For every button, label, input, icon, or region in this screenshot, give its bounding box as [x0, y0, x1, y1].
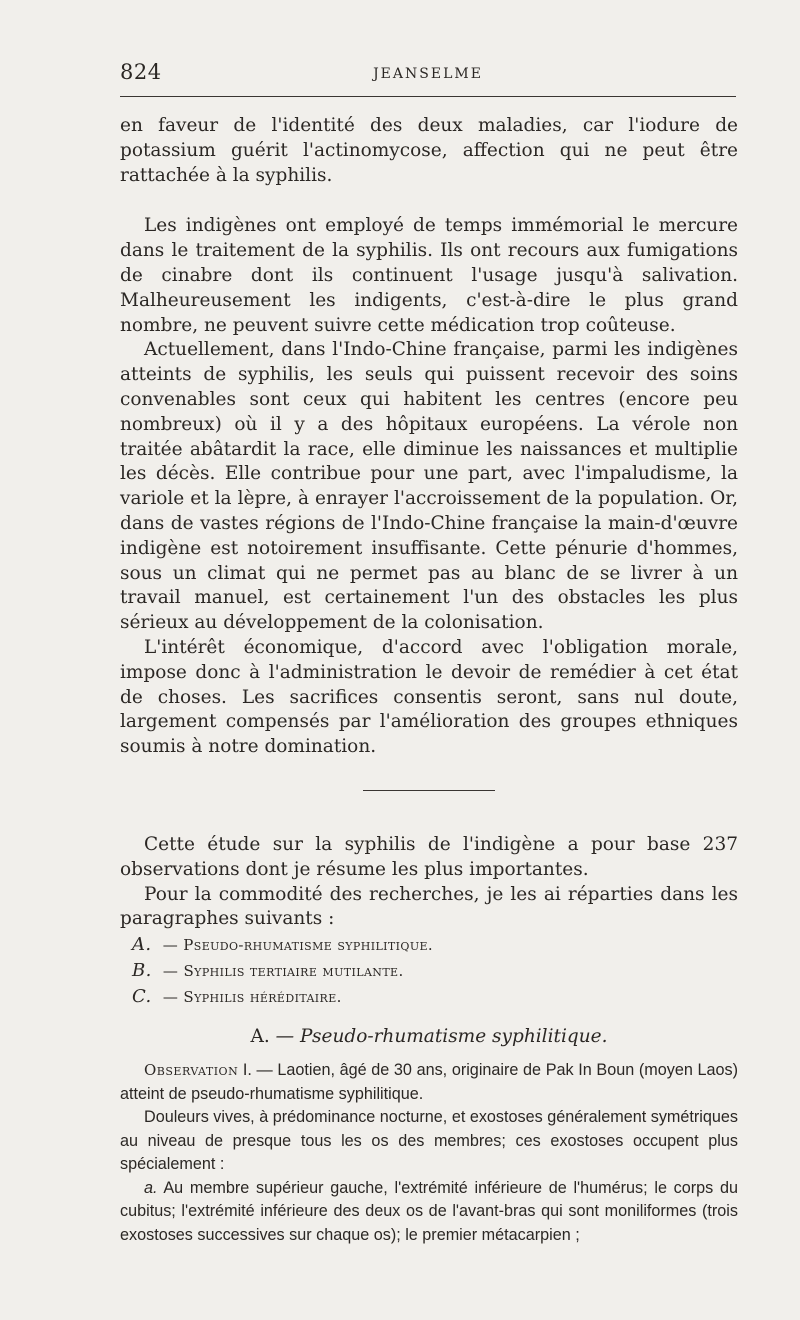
- header-rule: [120, 96, 736, 97]
- page-header: [120, 60, 736, 92]
- observation-item-letter: a.: [144, 1178, 158, 1197]
- paragraph: Actuellement, dans l'Indo-Chine française, parmi les indigènes atteints de syphilis, les seuls qui puissent recevoir des soins convenables sont ceux qui habitent les centres (encore peu nombreux) où il y a des hôpitaux européens. La vérole non traitée abâtardit la race, elle diminue les naissances et multiplie les décès. Elle contribue pour une part, avec l'impaludisme, la variole et la lèpre, à enrayer l'accroissement de la population. Or, dans de vastes régions de l'Indo-Chine française la main-d'œuvre indigène est notoirement insuffisante. Cette pénurie d'hommes, sous un climat qui ne permet pas au blanc de se livrer à un travail manuel, est certainement l'un des obstacles les plus sérieux au développement de la colonisation.: [120, 339, 738, 634]
- paragraph: en faveur de l'identité des deux maladies, car l'iodure de potassium guérit l'actinomycose, affection qui ne peut être rattachée à la syphilis.: [120, 115, 738, 186]
- paragraph: Pour la commodité des recherches, je les ai réparties dans les paragraphes suivants :: [120, 883, 738, 930]
- observation-intro-text: I. — Laotien, âgé de 30 ans, originaire de Pak In Boun (moyen Laos) atteint de pseudo-rhumatisme syphilitique.: [120, 1061, 738, 1103]
- paragraph: Les indigènes ont employé de temps immémorial le mercure dans le traitement de la syphilis. Ils ont recours aux fumigations de cinabre dont ils continuent l'usage jusqu'à salivation. Malheureusement les indigents, c'est-à-dire le plus grand nombre, ne peuvent suivre cette médication trop coûteuse.: [120, 215, 738, 336]
- section-divider: [363, 790, 495, 791]
- section-title: — Syphilis tertiaire mutilante.: [162, 962, 404, 981]
- observation-paragraph: Douleurs vives, à prédominance nocturne, et exostoses généralement symétriques au niveau de presque tous les os des membres; ces exostoses occupent plus spécialement :: [120, 1108, 738, 1174]
- running-title: JEANSELME: [373, 66, 483, 82]
- sections-list: [132, 932, 738, 1010]
- paragraph: L'intérêt économique, d'accord avec l'obligation morale, impose donc à l'administration le devoir de remédier à cet état de choses. Les sacrifices consentis seront, sans nul doute, largement compensés par l'amélioration des groupes ethniques soumis à notre domination.: [120, 636, 738, 758]
- section-title: — Pseudo-rhumatisme syphilitique.: [162, 936, 434, 955]
- section-letter: B.: [132, 960, 152, 982]
- observation-item: [120, 1177, 738, 1248]
- section-letter: C.: [132, 986, 152, 1008]
- section-heading-letter: A.: [250, 1026, 270, 1048]
- body-text: [120, 114, 738, 1247]
- sections-list-item: [132, 984, 738, 1010]
- observation-label: Observation: [144, 1061, 239, 1080]
- sections-list-item: [132, 932, 738, 958]
- section-title: — Syphilis héréditaire.: [162, 988, 342, 1007]
- section-heading-title: — Pseudo-rhumatisme syphilitique.: [275, 1026, 608, 1048]
- paragraph: Cette étude sur la syphilis de l'indigène a pour base 237 observations dont je résume les plus importantes.: [120, 833, 738, 880]
- observation-intro: [120, 1059, 738, 1106]
- observation-item-text: Au membre supérieur gauche, l'extrémité inférieure de l'humérus; le corps du cubitus; l'extrémité inférieure des deux os de l'avant-bras qui sont moniliformes (trois exostoses successives sur chaque os); le premier métacarpien ;: [120, 1178, 739, 1244]
- section-letter: A.: [132, 934, 152, 956]
- page-number: 824: [120, 60, 162, 84]
- section-heading: [120, 1026, 738, 1047]
- sections-list-item: [132, 958, 738, 984]
